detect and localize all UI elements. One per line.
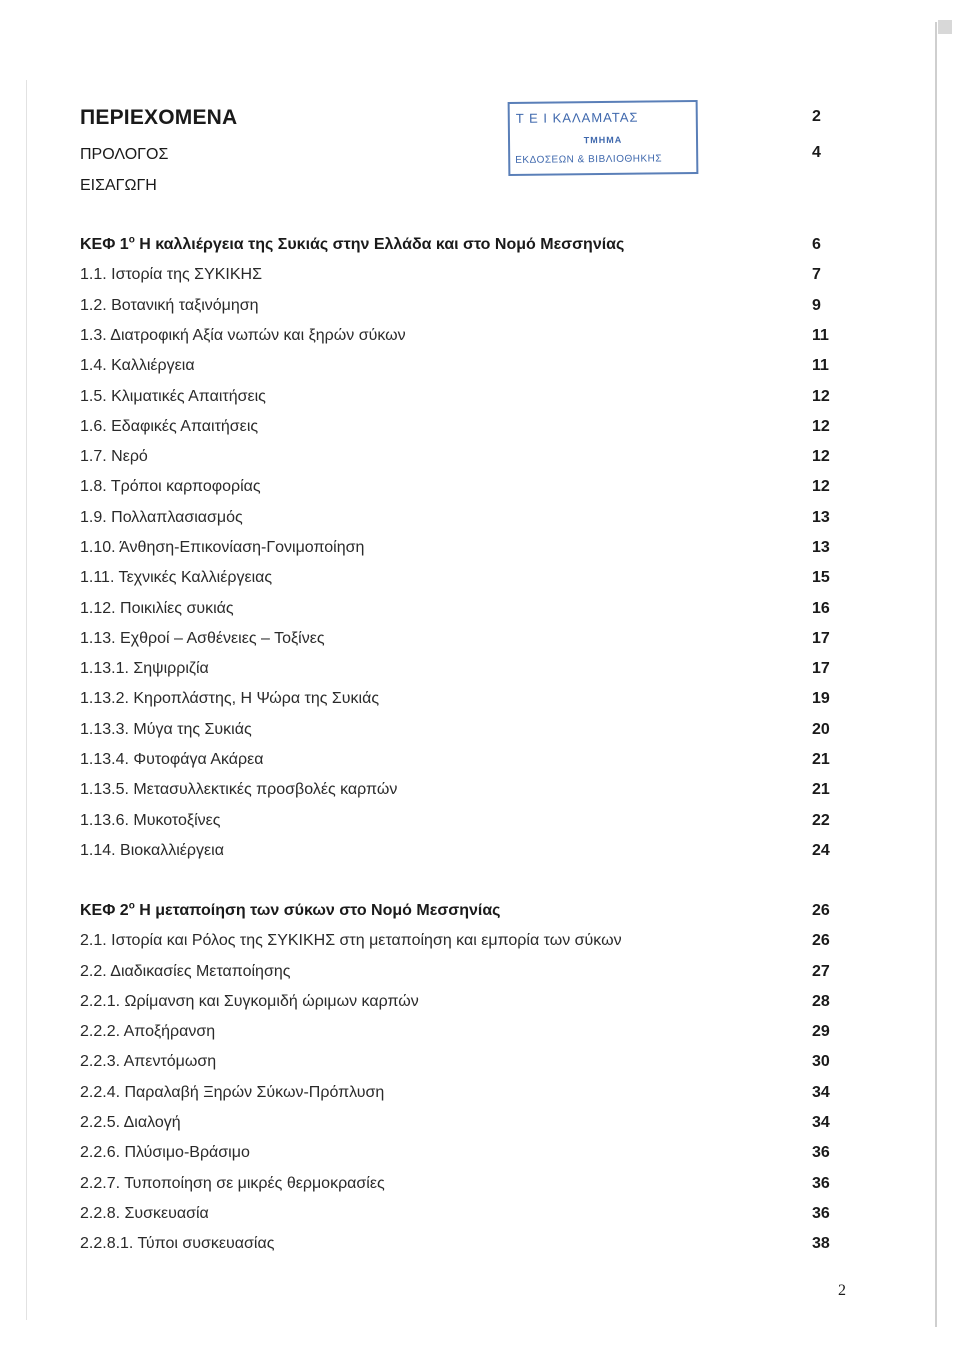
toc-entry[interactable] [80, 812, 830, 836]
page-number: 2 [838, 1282, 846, 1299]
toc-entry-page: 27 [812, 963, 830, 980]
scan-edge-line [26, 80, 27, 1320]
toc-entry-label: 2.2.1. Ωρίμανση και Συγκομιδή ώριμων καρπών [80, 993, 419, 1010]
toc-entry-page: 17 [812, 630, 830, 647]
stamp-line-1: Τ Ε Ι ΚΑΛΑΜΑΤΑΣ [515, 109, 639, 126]
chapter-page: 6 [812, 236, 821, 253]
toc-entry-page: 30 [812, 1053, 830, 1070]
toc-entry[interactable] [80, 1175, 830, 1199]
toc-entry-label: 2.2.6. Πλύσιμο-Βράσιμο [80, 1144, 250, 1161]
toc-entry[interactable] [80, 993, 830, 1017]
chapter-heading[interactable] [80, 902, 830, 926]
toc-entry-label: 1.14. Βιοκαλλιέργεια [80, 842, 224, 859]
toc-entry-page: 12 [812, 478, 830, 495]
toc-entry[interactable] [80, 1235, 830, 1259]
toc-entry[interactable] [80, 388, 830, 412]
toc-entry-page: 7 [812, 266, 821, 283]
toc-entry-label: 1.13. Εχθροί – Ασθένειες – Τοξίνες [80, 630, 325, 647]
chapter-ordinal: ο [128, 234, 135, 246]
toc-entry-label: 2.1. Ιστορία και Ρόλος της ΣΥΚΙΚΗΣ στη μεταποίηση και εμπορία των σύκων [80, 932, 622, 949]
toc-entry-page: 9 [812, 297, 821, 314]
toc-entry-label: 2.2. Διαδικασίες Μεταποίησης [80, 963, 291, 980]
toc-entry-page: 12 [812, 418, 830, 435]
toc-entry-label: 1.13.4. Φυτοφάγα Ακάρεα [80, 751, 264, 768]
toc-entry[interactable] [80, 297, 830, 321]
toc-entry-page: 36 [812, 1175, 830, 1192]
toc-entry-page: 29 [812, 1023, 830, 1040]
toc-entry-label: 2.2.8.1. Τύποι συσκευασίας [80, 1235, 275, 1252]
toc-entry-label: 1.12. Ποικιλίες συκιάς [80, 600, 234, 617]
toc-entry[interactable] [80, 842, 830, 866]
toc-entry-page: 26 [812, 932, 830, 949]
toc-title: ΠΕΡΙΕΧΟΜΕΝΑ [80, 106, 238, 129]
toc-entry-label: 1.3. Διατροφική Αξία νωπών και ξηρών σύκων [80, 327, 406, 344]
preface-entry[interactable]: ΠΡΟΛΟΓΟΣ [80, 146, 169, 163]
chapter-title [80, 902, 500, 920]
toc-entry-label: 1.6. Εδαφικές Απαιτήσεις [80, 418, 259, 435]
toc-entry-page: 12 [812, 448, 830, 465]
toc-entry-label: 1.13.1. Σηψιρριζία [80, 660, 209, 677]
toc-entry[interactable] [80, 1053, 830, 1077]
chapter-prefix: ΚΕΦ 1 [80, 236, 129, 253]
toc-entry[interactable] [80, 630, 830, 654]
toc-entry[interactable] [80, 721, 830, 745]
toc-entry-label: 2.2.7. Τυποποίηση σε μικρές θερμοκρασίες [80, 1175, 385, 1192]
toc-entry-page: 36 [812, 1205, 830, 1222]
chapter-page: 26 [812, 902, 830, 919]
toc-entry-page: 16 [812, 600, 830, 617]
toc-entry[interactable] [80, 539, 830, 563]
toc-entry-label: 1.13.2. Κηροπλάστης, Η Ψώρα της Συκιάς [80, 690, 380, 707]
toc-entry-page: 19 [812, 690, 830, 707]
toc-entry-page: 34 [812, 1084, 830, 1101]
toc-title-page: 2 [812, 108, 821, 125]
toc-entry-label: 1.13.6. Μυκοτοξίνες [80, 812, 221, 829]
toc-entry-label: 1.4. Καλλιέργεια [80, 357, 195, 374]
toc-entry-label: 2.2.5. Διαλογή [80, 1114, 181, 1131]
toc-entry-page: 13 [812, 509, 830, 526]
toc-entry[interactable] [80, 600, 830, 624]
toc-entry[interactable] [80, 751, 830, 775]
toc-entry-page: 21 [812, 751, 830, 768]
toc-entry[interactable] [80, 1205, 830, 1229]
toc-entry[interactable] [80, 1114, 830, 1138]
toc-entry-label: 1.13.3. Μύγα της Συκιάς [80, 721, 252, 738]
toc-entry-page: 22 [812, 812, 830, 829]
toc-entry-page: 21 [812, 781, 830, 798]
toc-entry-page: 12 [812, 388, 830, 405]
toc-entry[interactable] [80, 569, 830, 593]
chapter-title-text: Η καλλιέργεια της Συκιάς στην Ελλάδα και στο Νομό Μεσσηνίας [134, 236, 625, 253]
chapter-ordinal: ο [128, 900, 135, 912]
toc-entry[interactable] [80, 478, 830, 502]
toc-entry-page: 13 [812, 539, 830, 556]
toc-entry[interactable] [80, 327, 830, 351]
toc-entry-page: 38 [812, 1235, 830, 1252]
toc-entry-label: 2.2.8. Συσκευασία [80, 1205, 209, 1222]
toc-entry[interactable] [80, 781, 830, 805]
toc-entry-page: 28 [812, 993, 830, 1010]
toc-entry-page: 11 [812, 357, 829, 374]
chapter-heading[interactable] [80, 236, 830, 260]
stamp-line-2: ΤΜΗΜΑ [583, 134, 623, 146]
toc-entry-page: 36 [812, 1144, 830, 1161]
toc-entry-page: 11 [812, 327, 829, 344]
toc-entry-page: 17 [812, 660, 830, 677]
toc-entry-page: 24 [812, 842, 830, 859]
toc-entry[interactable] [80, 1144, 830, 1168]
toc-entry-label: 2.2.3. Απεντόμωση [80, 1053, 217, 1070]
preface-page: 4 [812, 144, 821, 161]
toc-entry[interactable] [80, 932, 830, 956]
toc-entry-label: 1.9. Πολλαπλασιασμός [80, 509, 243, 526]
toc-entry-page: 20 [812, 721, 830, 738]
toc-entry-label: 1.7. Νερό [80, 448, 148, 465]
toc-entry-label: 1.13.5. Μετασυλλεκτικές προσβολές καρπών [80, 781, 398, 798]
chapter-title [80, 236, 624, 254]
toc-entry-label: 1.10. Άνθηση-Επικονίαση-Γονιμοποίηση [80, 539, 365, 556]
toc-entry-label: 1.1. Ιστορία της ΣΥΚΙΚΗΣ [80, 266, 262, 283]
toc-entry[interactable] [80, 1084, 830, 1108]
toc-entry[interactable] [80, 509, 830, 533]
scan-corner-mark [938, 20, 952, 34]
toc-entry-page: 34 [812, 1114, 830, 1131]
toc-entry[interactable] [80, 357, 830, 381]
library-stamp [508, 100, 699, 176]
stamp-line-3: ΕΚΔΟΣΕΩΝ & ΒΙΒΛΙΟΘΗΚΗΣ [515, 153, 663, 166]
toc-entry[interactable] [80, 448, 830, 472]
introduction-entry[interactable]: ΕΙΣΑΓΩΓΗ [80, 177, 157, 194]
toc-entry[interactable] [80, 660, 830, 684]
toc-entry-label: 1.5. Κλιματικές Απαιτήσεις [80, 388, 266, 405]
scan-edge-line [935, 22, 937, 1327]
toc-entry-label: 2.2.4. Παραλαβή Ξηρών Σύκων-Πρόπλυση [80, 1084, 385, 1101]
chapter-prefix: ΚΕΦ 2 [80, 902, 129, 919]
toc-entry-label: 1.8. Τρόποι καρποφορίας [80, 478, 261, 495]
toc-entry[interactable] [80, 963, 830, 987]
toc-entry-page: 15 [812, 569, 830, 586]
toc-entry[interactable] [80, 418, 830, 442]
toc-entry[interactable] [80, 266, 830, 290]
toc-entry[interactable] [80, 1023, 830, 1047]
toc-entry-label: 1.2. Βοτανική ταξινόμηση [80, 297, 259, 314]
toc-entry-label: 2.2.2. Αποξήρανση [80, 1023, 216, 1040]
chapter-title-text: Η μεταποίηση των σύκων στο Νομό Μεσσηνίας [134, 902, 501, 919]
toc-entry-label: 1.11. Τεχνικές Καλλιέργειας [80, 569, 273, 586]
toc-entry[interactable] [80, 690, 830, 714]
